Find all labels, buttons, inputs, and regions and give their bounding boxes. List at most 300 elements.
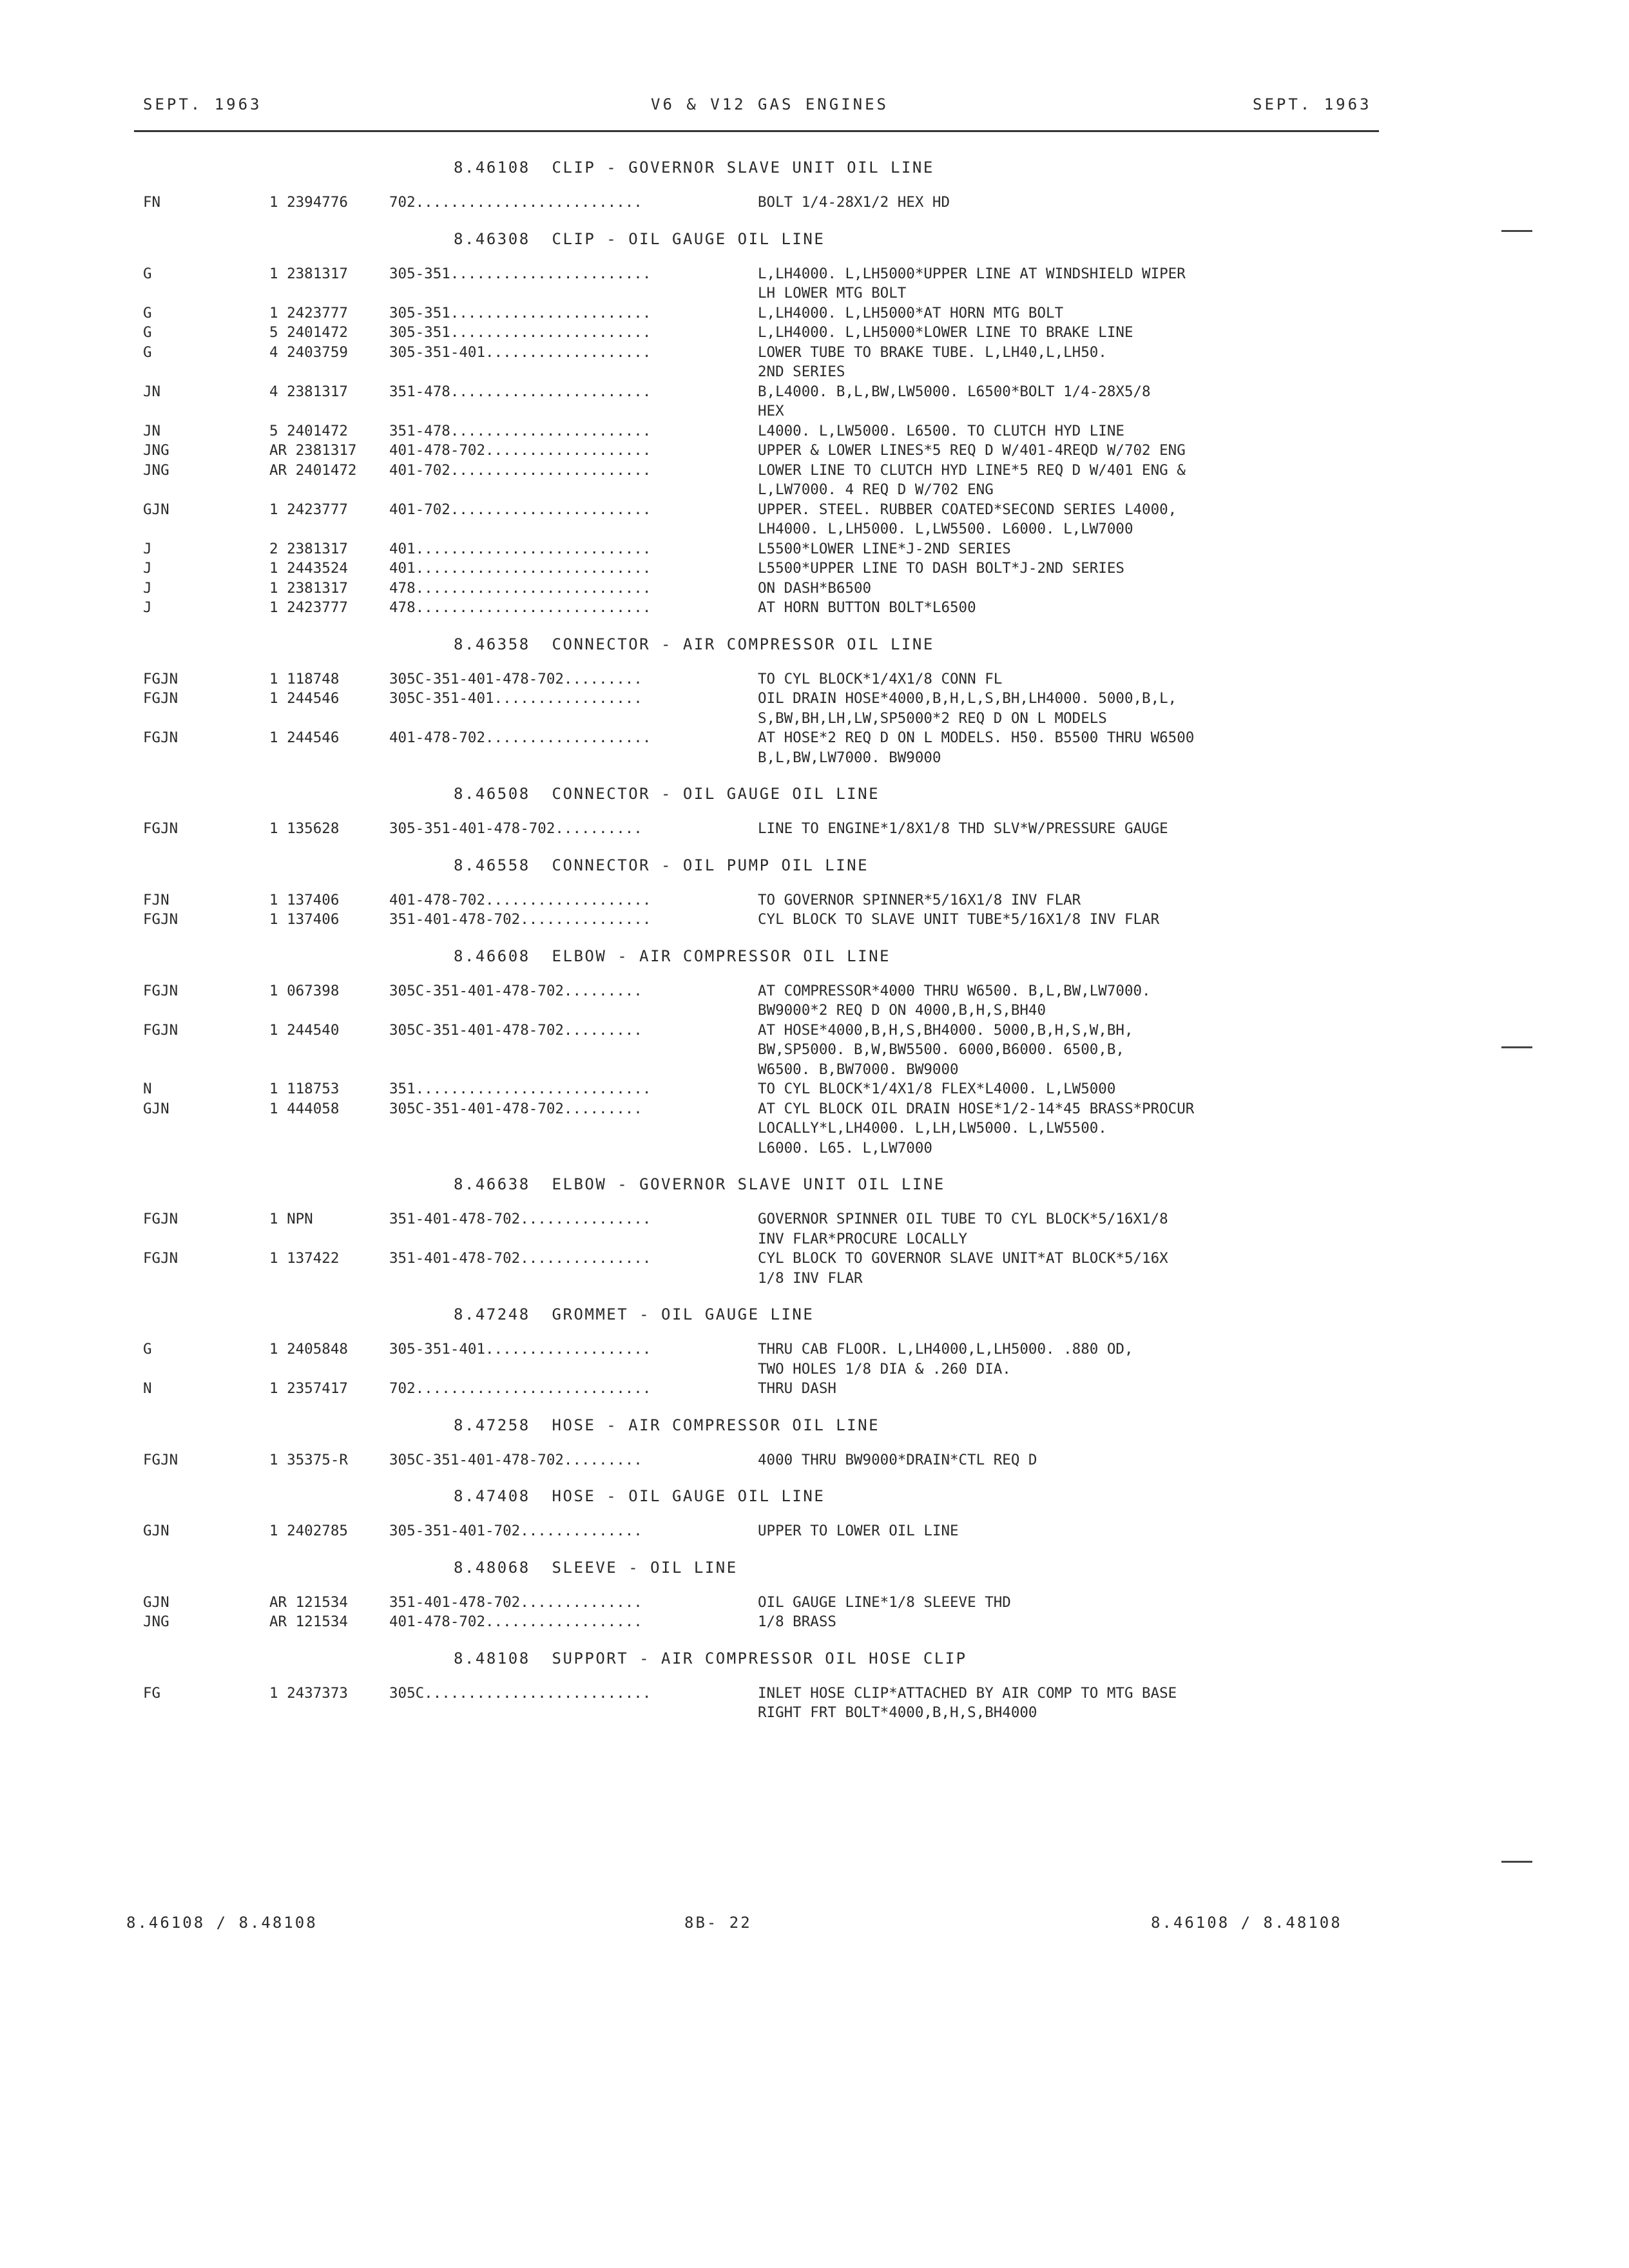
part-row-line bbox=[0, 461, 1629, 481]
part-row-continuation bbox=[0, 1360, 1629, 1379]
part-number: 444058 bbox=[287, 1100, 340, 1117]
part-number: 2443524 bbox=[287, 560, 348, 577]
part-row-line bbox=[0, 343, 1629, 363]
part-row-continuation bbox=[0, 284, 1629, 303]
part-description: INV FLAR*PROCURE LOCALLY bbox=[758, 1230, 968, 1247]
engine-series: 401-478-702................... bbox=[389, 891, 651, 908]
part-row-line bbox=[0, 1612, 1629, 1632]
part-number: 35375-R bbox=[287, 1451, 348, 1468]
part-number: 121534 bbox=[295, 1613, 348, 1630]
quantity-and-part bbox=[269, 728, 339, 748]
section-title: 8.47408 HOSE - OIL GAUGE OIL LINE bbox=[454, 1487, 825, 1505]
quantity: 1 bbox=[269, 891, 278, 908]
section-title: 8.46358 CONNECTOR - AIR COMPRESSOR OIL LINE bbox=[454, 635, 934, 653]
part-description: CYL BLOCK TO GOVERNOR SLAVE UNIT*AT BLOCK*5/16X bbox=[758, 1250, 1168, 1267]
part-row-line bbox=[0, 1450, 1629, 1470]
section-title: 8.47248 GROMMET - OIL GAUGE LINE bbox=[454, 1305, 815, 1323]
part-row-line bbox=[0, 890, 1629, 910]
part-row bbox=[0, 598, 1629, 618]
model-codes: J bbox=[143, 560, 152, 577]
engine-series: 305C-351-401-478-702......... bbox=[389, 982, 642, 999]
part-description: LOCALLY*L,LH4000. L,LH,LW5000. L,LW5500. bbox=[758, 1120, 1107, 1137]
part-description: RIGHT FRT BOLT*4000,B,H,S,BH4000 bbox=[758, 1704, 1037, 1721]
part-description: BW9000*2 REQ D ON 4000,B,H,S,BH40 bbox=[758, 1002, 1046, 1019]
part-row bbox=[0, 382, 1629, 421]
part-number: 121534 bbox=[295, 1593, 348, 1611]
part-description: TWO HOLES 1/8 DIA & .260 DIA. bbox=[758, 1360, 1011, 1378]
quantity-and-part bbox=[269, 598, 348, 618]
part-number: 244540 bbox=[287, 1021, 340, 1039]
model-codes: FGJN bbox=[143, 982, 178, 999]
header-date-right: SEPT. 1963 bbox=[1253, 95, 1372, 113]
part-number: 2381317 bbox=[287, 579, 348, 597]
quantity-and-part bbox=[269, 981, 339, 1001]
part-description: LOWER LINE TO CLUTCH HYD LINE*5 REQ D W/401 ENG & bbox=[758, 461, 1186, 479]
parts-section bbox=[0, 851, 1629, 942]
quantity-and-part bbox=[269, 343, 348, 363]
part-number: 2401472 bbox=[287, 324, 348, 341]
part-row bbox=[0, 441, 1629, 461]
part-number: 2423777 bbox=[287, 501, 348, 518]
quantity: 1 bbox=[269, 194, 278, 211]
parts-section bbox=[0, 1644, 1629, 1735]
quantity: 4 bbox=[269, 383, 278, 400]
part-row-line bbox=[0, 1379, 1629, 1399]
part-description: OIL GAUGE LINE*1/8 SLEEVE THD bbox=[758, 1593, 1011, 1611]
quantity-and-part bbox=[269, 421, 348, 441]
engine-series: 351-401-478-702............... bbox=[389, 1250, 651, 1267]
section-spacer bbox=[0, 839, 1629, 851]
quantity: 5 bbox=[269, 422, 278, 439]
part-row-line bbox=[0, 1079, 1629, 1099]
part-row bbox=[0, 728, 1629, 767]
part-row bbox=[0, 1593, 1629, 1613]
engine-series: 305C-351-401-478-702......... bbox=[389, 1100, 642, 1117]
part-description: 1/8 INV FLAR bbox=[758, 1269, 863, 1287]
model-codes: FGJN bbox=[143, 670, 178, 687]
quantity-and-part bbox=[269, 1450, 348, 1470]
part-row bbox=[0, 1521, 1629, 1541]
quantity: 1 bbox=[269, 729, 278, 746]
part-description: 2ND SERIES bbox=[758, 363, 845, 380]
part-number: 2394776 bbox=[287, 194, 348, 211]
part-row bbox=[0, 303, 1629, 323]
part-number: 2423777 bbox=[287, 599, 348, 616]
part-row-continuation bbox=[0, 1119, 1629, 1139]
model-codes: N bbox=[143, 1081, 152, 1097]
engine-series: 478........................... bbox=[389, 579, 651, 597]
part-row-line bbox=[0, 579, 1629, 599]
part-description: 4000 THRU BW9000*DRAIN*CTL REQ D bbox=[758, 1451, 1037, 1468]
part-number: 137422 bbox=[287, 1250, 340, 1267]
parts-section bbox=[0, 225, 1629, 630]
model-codes: FGJN bbox=[143, 1451, 178, 1468]
part-row-continuation bbox=[0, 1139, 1629, 1158]
model-codes: GJN bbox=[143, 1593, 169, 1611]
quantity: 1 bbox=[269, 265, 278, 282]
part-description: ON DASH*B6500 bbox=[758, 579, 872, 597]
part-row-line bbox=[0, 1521, 1629, 1541]
engine-series: 702........................... bbox=[389, 1380, 651, 1397]
model-codes: G bbox=[143, 304, 152, 322]
quantity-and-part bbox=[269, 1684, 348, 1704]
engine-series: 401-478-702................... bbox=[389, 729, 651, 746]
quantity: AR bbox=[269, 461, 287, 479]
part-row bbox=[0, 890, 1629, 910]
model-codes: G bbox=[143, 1341, 152, 1358]
quantity: 1 bbox=[269, 560, 278, 577]
part-number: 2381317 bbox=[295, 442, 357, 459]
part-number: 137406 bbox=[287, 891, 340, 908]
part-row-line bbox=[0, 382, 1629, 402]
part-description: L4000. L,LW5000. L6500. TO CLUTCH HYD LINE bbox=[758, 422, 1124, 439]
part-row bbox=[0, 1099, 1629, 1158]
part-description: L,LH4000. L,LH5000*LOWER LINE TO BRAKE LINE bbox=[758, 324, 1133, 341]
footer-range-left: 8.46108 / 8.48108 bbox=[126, 1914, 318, 1932]
parts-section bbox=[0, 1300, 1629, 1411]
part-number: 2357417 bbox=[287, 1380, 348, 1397]
part-row-line bbox=[0, 1209, 1629, 1229]
part-description: W6500. B,BW7000. BW9000 bbox=[758, 1061, 959, 1078]
part-number: 2381317 bbox=[287, 383, 348, 400]
part-row bbox=[0, 1021, 1629, 1080]
part-description: AT HOSE*2 REQ D ON L MODELS. H50. B5500 THRU W6500 bbox=[758, 729, 1195, 746]
part-row-line bbox=[0, 441, 1629, 461]
engine-series: 305C-351-401-478-702......... bbox=[389, 1451, 642, 1468]
engine-series: 351-478....................... bbox=[389, 422, 651, 439]
model-codes: FJN bbox=[143, 891, 169, 908]
part-row-line bbox=[0, 689, 1629, 709]
section-title: 8.48068 SLEEVE - OIL LINE bbox=[454, 1558, 738, 1577]
part-row-continuation bbox=[0, 1703, 1629, 1723]
engine-series: 351........................... bbox=[389, 1081, 651, 1097]
quantity: 1 bbox=[269, 599, 278, 616]
part-row-continuation bbox=[0, 480, 1629, 500]
part-number: 2437373 bbox=[287, 1684, 348, 1702]
engine-series: 351-401-478-702............... bbox=[389, 911, 651, 928]
part-description: L6000. L65. L,LW7000 bbox=[758, 1139, 932, 1157]
section-title: 8.46558 CONNECTOR - OIL PUMP OIL LINE bbox=[454, 856, 869, 874]
part-number: 244546 bbox=[287, 729, 340, 746]
model-codes: GJN bbox=[143, 1523, 169, 1539]
part-number: 118753 bbox=[287, 1081, 340, 1097]
model-codes: JN bbox=[143, 383, 161, 400]
quantity: 1 bbox=[269, 1380, 278, 1397]
part-row bbox=[0, 1450, 1629, 1470]
margin-mark bbox=[1501, 1046, 1532, 1048]
engine-series: 305-351-401-702.............. bbox=[389, 1523, 642, 1539]
part-description: L5500*LOWER LINE*J-2ND SERIES bbox=[758, 540, 1011, 557]
section-spacer bbox=[0, 1632, 1629, 1644]
part-description: AT HOSE*4000,B,H,S,BH4000. 5000,B,H,S,W,BH, bbox=[758, 1021, 1133, 1039]
part-row-line bbox=[0, 1340, 1629, 1360]
quantity: 1 bbox=[269, 1081, 278, 1097]
quantity-and-part bbox=[269, 193, 348, 213]
model-codes: FG bbox=[143, 1684, 161, 1702]
quantity: 1 bbox=[269, 1451, 278, 1468]
engine-series: 305-351....................... bbox=[389, 324, 651, 341]
model-codes: FGJN bbox=[143, 729, 178, 746]
part-description: THRU DASH bbox=[758, 1380, 836, 1397]
part-row-line bbox=[0, 421, 1629, 441]
part-description: BOLT 1/4-28X1/2 HEX HD bbox=[758, 194, 950, 211]
engine-series: 401........................... bbox=[389, 540, 651, 557]
quantity-and-part bbox=[269, 689, 339, 709]
margin-mark bbox=[1501, 230, 1532, 232]
part-row-continuation bbox=[0, 1040, 1629, 1060]
part-row-continuation bbox=[0, 709, 1629, 729]
quantity-and-part bbox=[269, 382, 348, 402]
engine-series: 401-702....................... bbox=[389, 461, 651, 479]
part-description: LH LOWER MTG BOLT bbox=[758, 285, 907, 302]
quantity-and-part bbox=[269, 910, 339, 930]
model-codes: JNG bbox=[143, 461, 169, 479]
parts-section bbox=[0, 942, 1629, 1171]
section-spacer bbox=[0, 1399, 1629, 1411]
part-row-line bbox=[0, 910, 1629, 930]
part-number: 2402785 bbox=[287, 1523, 348, 1539]
quantity: 1 bbox=[269, 911, 278, 928]
quantity: 1 bbox=[269, 1523, 278, 1539]
engine-series: 305-351....................... bbox=[389, 265, 651, 282]
part-row-line bbox=[0, 1021, 1629, 1041]
part-row bbox=[0, 193, 1629, 213]
part-row-line bbox=[0, 303, 1629, 323]
engine-series: 305-351....................... bbox=[389, 304, 651, 322]
part-row-continuation bbox=[0, 1269, 1629, 1289]
part-row bbox=[0, 461, 1629, 500]
part-description: 1/8 BRASS bbox=[758, 1613, 836, 1630]
part-description: CYL BLOCK TO SLAVE UNIT TUBE*5/16X1/8 INV FLAR bbox=[758, 911, 1160, 928]
quantity-and-part bbox=[269, 500, 348, 520]
part-description: L,LW7000. 4 REQ D W/702 ENG bbox=[758, 481, 994, 498]
model-codes: FGJN bbox=[143, 820, 178, 837]
part-description: UPPER TO LOWER OIL LINE bbox=[758, 1523, 959, 1539]
part-row bbox=[0, 1379, 1629, 1399]
quantity: 5 bbox=[269, 324, 278, 341]
section-title: 8.46308 CLIP - OIL GAUGE OIL LINE bbox=[454, 229, 825, 248]
part-row-line bbox=[0, 1684, 1629, 1704]
quantity-and-part bbox=[269, 819, 339, 839]
engine-series: 401-702....................... bbox=[389, 501, 651, 518]
quantity-and-part bbox=[269, 303, 348, 323]
parts-section bbox=[0, 1411, 1629, 1483]
model-codes: GJN bbox=[143, 501, 169, 518]
part-row bbox=[0, 689, 1629, 728]
parts-section bbox=[0, 780, 1629, 851]
footer-range-right: 8.46108 / 8.48108 bbox=[1151, 1914, 1342, 1932]
model-codes: FGJN bbox=[143, 1250, 178, 1267]
part-description: INLET HOSE CLIP*ATTACHED BY AIR COMP TO MTG BASE bbox=[758, 1684, 1177, 1702]
quantity: 1 bbox=[269, 1341, 278, 1358]
section-spacer bbox=[0, 767, 1629, 780]
section-title: 8.46508 CONNECTOR - OIL GAUGE OIL LINE bbox=[454, 785, 880, 803]
model-codes: FGJN bbox=[143, 1021, 178, 1039]
part-row bbox=[0, 981, 1629, 1021]
engine-series: 351-478....................... bbox=[389, 383, 651, 400]
part-number: 244546 bbox=[287, 690, 340, 707]
part-row bbox=[0, 1209, 1629, 1249]
model-codes: FGJN bbox=[143, 911, 178, 928]
part-row-line bbox=[0, 559, 1629, 579]
part-number: 118748 bbox=[287, 670, 340, 687]
part-description: B,L4000. B,L,BW,LW5000. L6500*BOLT 1/4-28X5/8 bbox=[758, 383, 1151, 400]
quantity-and-part bbox=[269, 1021, 339, 1041]
engine-series: 305-351-401-478-702.......... bbox=[389, 820, 642, 837]
quantity-and-part bbox=[269, 461, 356, 481]
part-row bbox=[0, 264, 1629, 303]
engine-series: 305C-351-401-478-702......... bbox=[389, 1021, 642, 1039]
section-spacer bbox=[0, 1470, 1629, 1482]
part-description: BW,SP5000. B,W,BW5500. 6000,B6000. 6500,B, bbox=[758, 1041, 1124, 1058]
quantity: 1 bbox=[269, 1684, 278, 1702]
engine-series: 305-351-401................... bbox=[389, 343, 651, 361]
part-description: LINE TO ENGINE*1/8X1/8 THD SLV*W/PRESSURE GAUGE bbox=[758, 820, 1168, 837]
section-spacer bbox=[0, 930, 1629, 942]
margin-mark bbox=[1501, 1861, 1532, 1863]
part-row bbox=[0, 343, 1629, 382]
section-title: 8.46638 ELBOW - GOVERNOR SLAVE UNIT OIL LINE bbox=[454, 1175, 945, 1193]
section-title: 8.47258 HOSE - AIR COMPRESSOR OIL LINE bbox=[454, 1416, 880, 1434]
quantity-and-part bbox=[269, 1521, 348, 1541]
part-row-continuation bbox=[0, 519, 1629, 539]
quantity-and-part bbox=[269, 264, 348, 284]
engine-series: 351-401-478-702.............. bbox=[389, 1593, 642, 1611]
model-codes: J bbox=[143, 579, 152, 597]
quantity: AR bbox=[269, 442, 287, 459]
parts-list bbox=[0, 153, 1629, 1735]
quantity: AR bbox=[269, 1593, 287, 1611]
quantity-and-part bbox=[269, 579, 348, 599]
parts-section bbox=[0, 153, 1629, 225]
engine-series: 401........................... bbox=[389, 560, 651, 577]
part-row-line bbox=[0, 323, 1629, 343]
part-description: OIL DRAIN HOSE*4000,B,H,L,S,BH,LH4000. 5000,B,L, bbox=[758, 690, 1177, 707]
part-row bbox=[0, 500, 1629, 539]
part-description: L,LH4000. L,LH5000*AT HORN MTG BOLT bbox=[758, 304, 1064, 322]
part-row bbox=[0, 1249, 1629, 1288]
quantity-and-part bbox=[269, 890, 339, 910]
part-description: THRU CAB FLOOR. L,LH4000,L,LH5000. .880 OD, bbox=[758, 1341, 1133, 1358]
part-number: 2423777 bbox=[287, 304, 348, 322]
part-row-line bbox=[0, 669, 1629, 689]
header-title: V6 & V12 GAS ENGINES bbox=[651, 95, 889, 113]
model-codes: JNG bbox=[143, 1613, 169, 1630]
part-description: HEX bbox=[758, 403, 784, 419]
part-row-continuation bbox=[0, 401, 1629, 421]
section-title: 8.46608 ELBOW - AIR COMPRESSOR OIL LINE bbox=[454, 947, 891, 965]
section-spacer bbox=[0, 1288, 1629, 1300]
part-description: GOVERNOR SPINNER OIL TUBE TO CYL BLOCK*5/16X1/8 bbox=[758, 1211, 1168, 1227]
quantity-and-part bbox=[269, 1379, 348, 1399]
part-number: 067398 bbox=[287, 982, 340, 999]
part-row-continuation bbox=[0, 1060, 1629, 1080]
engine-series: 702.......................... bbox=[389, 194, 642, 211]
part-number: 2403759 bbox=[287, 343, 348, 361]
quantity: 1 bbox=[269, 670, 278, 687]
part-row-continuation bbox=[0, 748, 1629, 768]
parts-section bbox=[0, 1553, 1629, 1644]
model-codes: J bbox=[143, 540, 152, 557]
quantity: 1 bbox=[269, 304, 278, 322]
section-spacer bbox=[0, 1158, 1629, 1170]
parts-section bbox=[0, 1170, 1629, 1300]
part-row bbox=[0, 1079, 1629, 1099]
part-row-line bbox=[0, 819, 1629, 839]
part-description: L,LH4000. L,LH5000*UPPER LINE AT WINDSHIELD WIPER bbox=[758, 265, 1186, 282]
part-description: TO CYL BLOCK*1/4X1/8 FLEX*L4000. L,LW5000 bbox=[758, 1081, 1116, 1097]
part-row-continuation bbox=[0, 1001, 1629, 1021]
part-description: AT HORN BUTTON BOLT*L6500 bbox=[758, 599, 976, 616]
model-codes: FN bbox=[143, 194, 161, 211]
quantity-and-part bbox=[269, 1593, 348, 1613]
engine-series: 305-351-401................... bbox=[389, 1341, 651, 1358]
quantity: 2 bbox=[269, 540, 278, 557]
part-row bbox=[0, 559, 1629, 579]
part-row-line bbox=[0, 264, 1629, 284]
part-row bbox=[0, 1684, 1629, 1723]
quantity-and-part bbox=[269, 1209, 313, 1229]
quantity-and-part bbox=[269, 323, 348, 343]
quantity-and-part bbox=[269, 1612, 348, 1632]
part-row-line bbox=[0, 728, 1629, 748]
part-row bbox=[0, 1612, 1629, 1632]
part-row-continuation bbox=[0, 1229, 1629, 1249]
part-description: AT COMPRESSOR*4000 THRU W6500. B,L,BW,LW7000. bbox=[758, 982, 1151, 999]
quantity-and-part bbox=[269, 1079, 339, 1099]
engine-series: 305C.......................... bbox=[389, 1684, 651, 1702]
page-number: 8B- 22 bbox=[684, 1914, 752, 1932]
part-row bbox=[0, 669, 1629, 689]
part-row bbox=[0, 579, 1629, 599]
part-row bbox=[0, 323, 1629, 343]
quantity-and-part bbox=[269, 559, 348, 579]
part-row-line bbox=[0, 539, 1629, 559]
section-spacer bbox=[0, 1723, 1629, 1735]
part-description: LOWER TUBE TO BRAKE TUBE. L,LH40,L,LH50. bbox=[758, 343, 1107, 361]
part-description: L5500*UPPER LINE TO DASH BOLT*J-2ND SERIES bbox=[758, 560, 1124, 577]
part-number: NPN bbox=[287, 1211, 313, 1227]
part-description: AT CYL BLOCK OIL DRAIN HOSE*1/2-14*45 BRASS*PROCUR bbox=[758, 1100, 1195, 1117]
part-row-line bbox=[0, 1593, 1629, 1613]
part-number: 137406 bbox=[287, 911, 340, 928]
quantity: 1 bbox=[269, 690, 278, 707]
engine-series: 305C-351-401................. bbox=[389, 690, 642, 707]
part-number: 2381317 bbox=[287, 540, 348, 557]
model-codes: JN bbox=[143, 422, 161, 439]
engine-series: 351-401-478-702............... bbox=[389, 1211, 651, 1227]
parts-section bbox=[0, 630, 1629, 780]
quantity-and-part bbox=[269, 669, 339, 689]
part-row-continuation bbox=[0, 362, 1629, 382]
model-codes: FGJN bbox=[143, 690, 178, 707]
quantity: 1 bbox=[269, 1100, 278, 1117]
part-row-line bbox=[0, 981, 1629, 1001]
part-description: LH4000. L,LH5000. L,LW5500. L6000. L,LW7000 bbox=[758, 521, 1133, 537]
part-number: 2381317 bbox=[287, 265, 348, 282]
part-number: 2401472 bbox=[295, 461, 357, 479]
part-row bbox=[0, 421, 1629, 441]
quantity-and-part bbox=[269, 539, 348, 559]
header-date-left: SEPT. 1963 bbox=[143, 95, 262, 113]
quantity-and-part bbox=[269, 1340, 348, 1360]
section-spacer bbox=[0, 1541, 1629, 1553]
quantity-and-part bbox=[269, 441, 356, 461]
part-number: 2401472 bbox=[287, 422, 348, 439]
section-spacer bbox=[0, 213, 1629, 225]
part-description: TO GOVERNOR SPINNER*5/16X1/8 INV FLAR bbox=[758, 891, 1081, 908]
part-description: B,L,BW,LW7000. BW9000 bbox=[758, 749, 941, 766]
